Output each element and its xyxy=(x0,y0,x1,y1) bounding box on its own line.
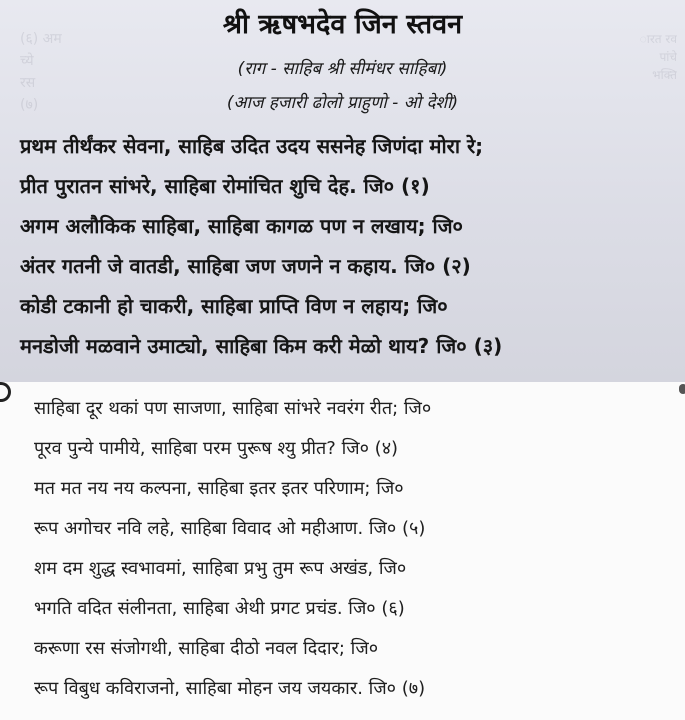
verse-line: मत मत नय नय कल्पना, साहिबा इतर इतर परिणाम; जि० xyxy=(34,478,404,499)
bleed-line: पांचे xyxy=(659,50,677,64)
verse-line: रूप अगोचर नवि लहे, साहिबा विवाद ओ महीआण. जि० (५) xyxy=(34,518,426,539)
verse-line: प्रथम तीर्थंकर सेवना, साहिब उदित उदय ससनेह जिणंदा मोरा रे; xyxy=(20,134,484,158)
bleed-line: भक्ति xyxy=(652,68,677,82)
verse-line: भगति वदित संलीनता, साहिबा अेथी प्रगट प्रचंड. जि० (६) xyxy=(34,598,405,619)
bleed-line: ारत रव xyxy=(639,32,677,46)
deshi-note: (आज हजारी ढोलो प्राहुणो - ओ देशी) xyxy=(226,93,459,113)
verse-line: प्रीत पुरातन सांभरे, साहिबा रोमांचित शुचि देह. जि० (१) xyxy=(20,174,430,198)
verse-line: साहिबा दूर थकां पण साजणा, साहिबा सांभरे नवरंग रीत; जि० xyxy=(34,398,432,419)
page-edge-mark xyxy=(0,382,11,402)
bleed-line: (६) अम xyxy=(20,31,62,47)
verse-line: अगम अलौकिक साहिबा, साहिबा कागळ पण न लखाय; जि० xyxy=(20,214,463,238)
verse-line: पूरव पुन्ये पामीये, साहिबा परम पुरूष श्यु प्रीत? जि० (४) xyxy=(34,438,399,459)
verse-line: मनडोजी मळवाने उमाट्यो, साहिबा किम करी मेळो थाय? जि० (३) xyxy=(20,334,503,358)
hymn-title: श्री ऋषभदेव जिन स्तवन xyxy=(222,9,463,40)
verse-line: शम दम शुद्ध स्वभावमां, साहिबा प्रभु तुम रूप अखंड, जि० xyxy=(34,558,407,579)
lower-page-scan xyxy=(0,382,685,720)
verse-line: रूप विबुध कविराजनो, साहिबा मोहन जय जयकार. जि० (७) xyxy=(34,678,426,699)
verse-line: अंतर गतनी जे वातडी, साहिबा जण जणने न कहाय. जि० (२) xyxy=(20,254,471,278)
bleed-through-text-left xyxy=(20,28,170,148)
raag-note: (राग - साहिब श्री सीमंधर साहिबा) xyxy=(237,59,448,79)
page-edge-mark xyxy=(679,384,685,394)
bleed-line: (७) xyxy=(20,97,39,113)
verse-line: करूणा रस संजोगथी, साहिबा दीठो नवल दिदार; जि० xyxy=(34,638,379,659)
bleed-line: रस xyxy=(20,75,36,91)
verse-line: कोडी टकानी हो चाकरी, साहिबा प्राप्ति विण न लहाय; जि० xyxy=(20,294,448,318)
bleed-through-text-right xyxy=(537,30,677,130)
bleed-line: च्ये xyxy=(20,53,34,69)
